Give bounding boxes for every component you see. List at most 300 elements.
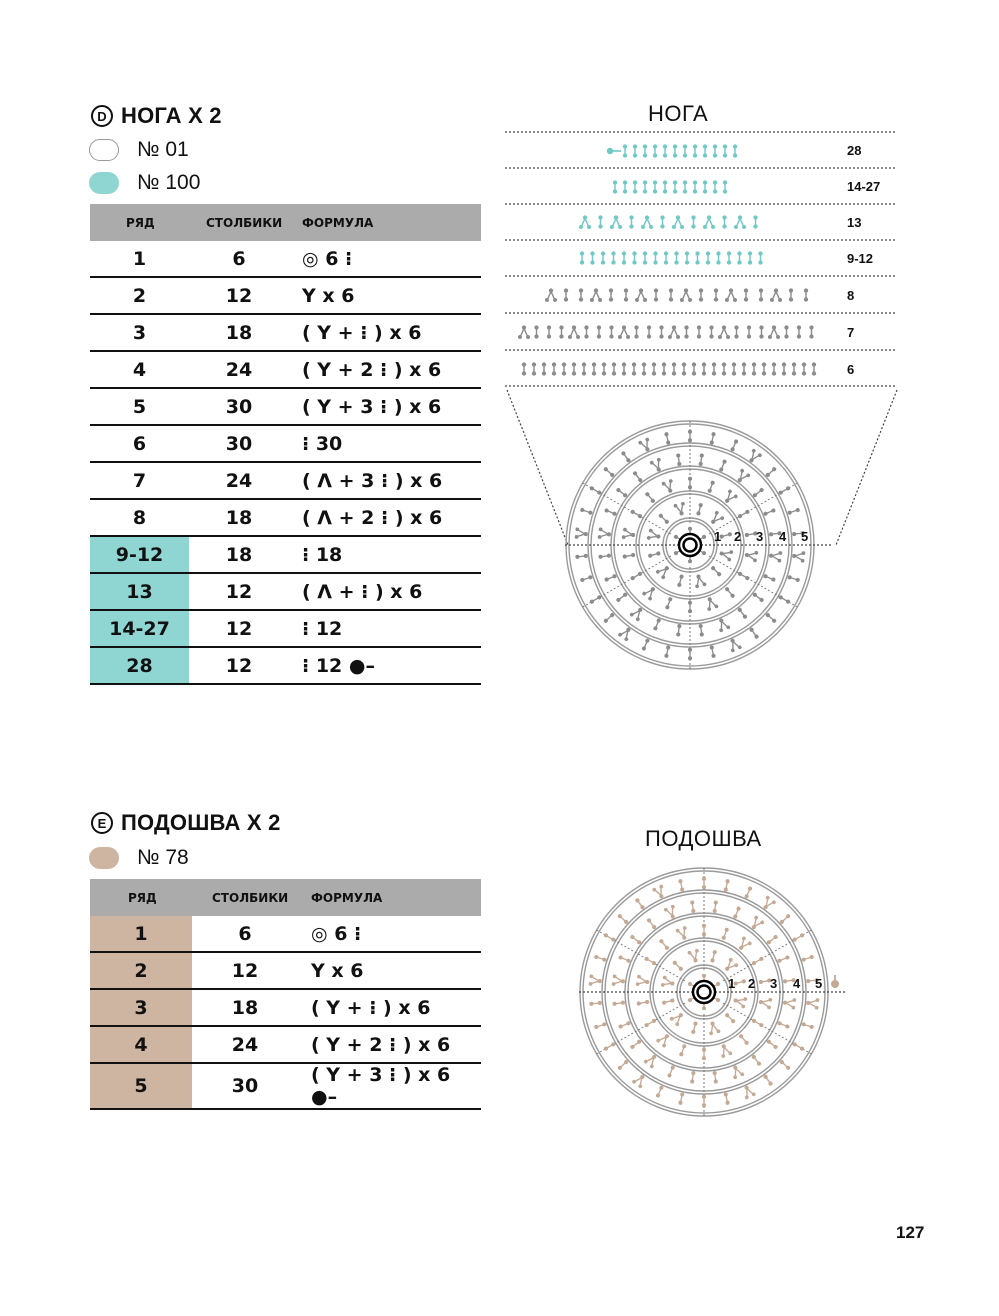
single-crochet-symbol — [590, 251, 594, 264]
cell-row: 2 — [90, 277, 189, 314]
single-crochet-symbol — [617, 1059, 629, 1070]
single-crochet-symbol — [616, 487, 628, 498]
single-crochet-symbol — [623, 144, 627, 157]
single-crochet-symbol — [611, 251, 615, 264]
single-crochet-symbol — [751, 1054, 762, 1066]
single-crochet-symbol — [592, 362, 596, 375]
single-crochet-symbol — [688, 601, 692, 614]
slip-stitch-symbol — [831, 980, 839, 988]
cell-row: 14-27 — [90, 610, 189, 647]
single-crochet-symbol — [734, 325, 738, 338]
increase-symbol — [669, 1010, 686, 1027]
cell-formula: ⁝ 18 — [289, 536, 481, 573]
leg-row-label: 28 — [847, 143, 862, 158]
single-crochet-symbol — [695, 251, 699, 264]
single-crochet-symbol — [752, 487, 764, 498]
single-crochet-symbol — [594, 1022, 607, 1030]
single-crochet-symbol — [663, 144, 667, 157]
single-crochet-symbol — [630, 571, 643, 581]
cell-stitches: 18 — [189, 536, 289, 573]
single-crochet-symbol — [679, 1044, 687, 1057]
increase-symbol — [744, 549, 759, 562]
single-crochet-symbol — [603, 1042, 616, 1052]
single-crochet-symbol — [643, 144, 647, 157]
single-crochet-symbol — [598, 553, 611, 559]
decrease-symbol — [641, 215, 653, 229]
cell-formula: ⁝ 12 — [289, 610, 481, 647]
cell-formula: Y x 6 — [289, 277, 481, 314]
single-crochet-symbol — [673, 180, 677, 193]
single-crochet-symbol — [683, 144, 687, 157]
single-crochet-symbol — [664, 432, 671, 445]
cell-formula: ( Y + 3 ⁝ ) x 6 — [289, 388, 481, 425]
cell-row: 9-12 — [90, 536, 189, 573]
cell-stitches: 24 — [192, 1026, 298, 1063]
single-crochet-symbol — [646, 918, 657, 930]
single-crochet-symbol — [659, 938, 670, 950]
section-d-letter-badge: D — [91, 105, 113, 127]
header-stitches: СТОЛБИКИ — [189, 204, 289, 241]
single-crochet-symbol — [589, 595, 602, 605]
single-crochet-symbol — [672, 960, 684, 972]
single-crochet-symbol — [612, 1000, 625, 1006]
single-crochet-symbol — [564, 288, 568, 301]
single-crochet-symbol — [792, 933, 805, 943]
cell-formula: ( Y + 3 ⁝ ) x 6 ●– — [298, 1063, 481, 1109]
single-crochet-symbol — [653, 618, 662, 631]
cell-stitches: 6 — [189, 241, 289, 277]
single-crochet-symbol — [789, 288, 793, 301]
cell-row: 1 — [90, 241, 189, 277]
single-crochet-symbol — [580, 507, 593, 515]
single-crochet-symbol — [580, 575, 593, 583]
single-crochet-symbol — [759, 288, 763, 301]
single-crochet-symbol — [710, 565, 722, 577]
single-crochet-symbol — [584, 325, 588, 338]
single-crochet-symbol — [723, 144, 727, 157]
single-crochet-symbol — [763, 508, 776, 517]
section-e-heading: ПОДОШВА Х 2 — [121, 810, 281, 835]
header-row: РЯД — [90, 204, 189, 241]
single-crochet-symbol — [662, 362, 666, 375]
cell-stitches: 12 — [189, 610, 289, 647]
cell-formula: Y x 6 — [298, 952, 481, 989]
cell-stitches: 24 — [189, 462, 289, 499]
single-crochet-symbol — [722, 215, 726, 228]
single-crochet-symbol — [665, 597, 673, 610]
increase-symbol — [748, 915, 765, 932]
single-crochet-symbol — [630, 509, 643, 519]
single-crochet-symbol — [522, 362, 526, 375]
single-crochet-symbol — [653, 144, 657, 157]
single-crochet-symbol — [613, 180, 617, 193]
header-formula: ФОРМУЛА — [298, 879, 481, 916]
cell-formula: ( Y + 2 ⁝ ) x 6 — [298, 1026, 481, 1063]
single-crochet-symbol — [787, 507, 800, 515]
increase-symbol — [722, 957, 739, 974]
single-crochet-symbol — [603, 612, 615, 623]
increase-symbol — [574, 527, 588, 540]
single-crochet-symbol — [622, 251, 626, 264]
leg-row-label: 9-12 — [847, 251, 874, 266]
single-crochet-symbol — [698, 624, 704, 637]
decrease-symbol — [734, 215, 746, 229]
header-stitches: СТОЛБИКИ — [192, 879, 298, 916]
single-crochet-symbol — [749, 627, 760, 640]
cell-formula: ⁝ 12 ●– — [289, 647, 481, 684]
increase-symbol — [760, 895, 777, 912]
single-crochet-symbol — [778, 595, 791, 605]
single-crochet-symbol — [654, 288, 658, 301]
single-crochet-symbol — [603, 466, 615, 477]
single-crochet-symbol — [532, 362, 536, 375]
cell-row: 8 — [90, 499, 189, 536]
decrease-symbol — [718, 325, 730, 339]
increase-symbol — [629, 605, 646, 622]
single-crochet-symbol — [723, 1092, 730, 1105]
round-number-label: 3 — [770, 976, 778, 991]
single-crochet-symbol — [702, 362, 706, 375]
single-crochet-symbol — [580, 251, 584, 264]
decrease-symbol — [725, 288, 737, 302]
decrease-symbol — [579, 215, 591, 229]
single-crochet-symbol — [690, 1071, 696, 1084]
single-crochet-symbol — [669, 288, 673, 301]
increase-symbol — [675, 926, 690, 942]
increase-symbol — [768, 550, 782, 563]
cell-row: 13 — [90, 573, 189, 610]
single-crochet-symbol — [778, 486, 791, 496]
increase-symbol — [732, 994, 747, 1008]
single-crochet-symbol — [644, 1018, 657, 1028]
cell-formula: ( Λ + 3 ⁝ ) x 6 — [289, 462, 481, 499]
single-crochet-symbol — [797, 325, 801, 338]
single-crochet-symbol — [693, 180, 697, 193]
single-crochet-symbol — [678, 879, 685, 892]
cell-stitches: 18 — [189, 499, 289, 536]
single-crochet-symbol — [688, 430, 692, 443]
single-crochet-symbol — [730, 439, 739, 452]
decrease-symbol — [610, 215, 622, 229]
round-number-label: 2 — [734, 529, 742, 544]
single-crochet-symbol — [733, 906, 742, 919]
single-crochet-symbol — [572, 362, 576, 375]
single-crochet-symbol — [562, 362, 566, 375]
leg-row-label: 6 — [847, 362, 855, 377]
single-crochet-symbol — [719, 459, 728, 472]
leg-row-strips — [505, 132, 897, 386]
round-number-label: 1 — [714, 529, 722, 544]
single-crochet-symbol — [534, 325, 538, 338]
single-crochet-symbol — [702, 924, 706, 937]
single-crochet-symbol — [660, 215, 664, 228]
single-crochet-symbol — [702, 1095, 706, 1108]
decrease-symbol — [590, 288, 602, 302]
single-crochet-symbol — [766, 1039, 778, 1050]
single-crochet-symbol — [724, 586, 735, 598]
single-crochet-symbol — [622, 553, 635, 559]
yarn-label: № 78 — [137, 846, 189, 869]
single-crochet-symbol — [759, 325, 763, 338]
single-crochet-symbol — [685, 251, 689, 264]
cell-stitches: 30 — [189, 425, 289, 462]
single-crochet-symbol — [691, 215, 695, 228]
single-crochet-symbol — [664, 645, 671, 658]
single-crochet-symbol — [747, 325, 751, 338]
single-crochet-symbol — [691, 1021, 698, 1034]
increase-symbol — [708, 510, 725, 527]
cell-formula: ◎ 6 ⁝ — [298, 916, 481, 952]
increase-symbol — [655, 563, 672, 580]
single-crochet-symbol — [664, 251, 668, 264]
single-crochet-symbol — [643, 180, 647, 193]
single-crochet-symbol — [688, 477, 692, 490]
round-number-label: 5 — [815, 976, 823, 991]
single-crochet-symbol — [632, 251, 636, 264]
single-crochet-symbol — [763, 574, 776, 583]
single-crochet-symbol — [579, 288, 583, 301]
leg-row-label: 13 — [847, 215, 862, 230]
single-crochet-symbol — [699, 288, 703, 301]
cell-row: 5 — [90, 1063, 192, 1109]
single-crochet-symbol — [673, 144, 677, 157]
single-crochet-symbol — [784, 325, 788, 338]
cell-row: 3 — [90, 989, 192, 1026]
single-crochet-symbol — [642, 362, 646, 375]
increase-symbol — [617, 625, 634, 642]
single-crochet-symbol — [653, 251, 657, 264]
single-crochet-symbol — [612, 362, 616, 375]
single-crochet-symbol — [609, 288, 613, 301]
page-number: 127 — [896, 1223, 925, 1242]
single-crochet-symbol — [801, 1022, 814, 1030]
single-crochet-symbol — [575, 554, 588, 559]
single-crochet-symbol — [647, 325, 651, 338]
single-crochet-symbol — [702, 1048, 706, 1061]
single-crochet-symbol — [659, 325, 663, 338]
single-crochet-symbol — [559, 325, 563, 338]
single-crochet-symbol — [696, 503, 703, 516]
single-crochet-symbol — [703, 144, 707, 157]
cell-formula: ( Y + 2 ⁝ ) x 6 — [289, 351, 481, 388]
increase-symbol — [782, 997, 796, 1010]
single-crochet-symbol — [737, 251, 741, 264]
increase-symbol — [704, 595, 719, 611]
round-number-label: 2 — [748, 976, 756, 991]
single-crochet-symbol — [712, 362, 716, 375]
decrease-symbol — [668, 325, 680, 339]
single-crochet-symbol — [617, 913, 629, 924]
single-crochet-symbol — [684, 325, 688, 338]
single-crochet-symbol — [766, 934, 778, 945]
sole-chart-title: ПОДОШВА — [645, 826, 762, 851]
single-crochet-symbol — [713, 144, 717, 157]
single-crochet-symbol — [618, 955, 631, 964]
single-crochet-symbol — [801, 954, 814, 962]
single-crochet-symbol — [723, 180, 727, 193]
header-row: РЯД — [90, 879, 192, 916]
decrease-symbol — [568, 325, 580, 339]
cell-formula: ( Λ + ⁝ ) x 6 — [289, 573, 481, 610]
single-crochet-symbol — [777, 955, 790, 964]
single-crochet-symbol — [634, 325, 638, 338]
cell-row: 28 — [90, 647, 189, 684]
cell-stitches: 12 — [189, 277, 289, 314]
single-crochet-symbol — [752, 362, 756, 375]
increase-symbol — [673, 501, 687, 516]
single-crochet-symbol — [802, 362, 806, 375]
cell-stitches: 12 — [189, 573, 289, 610]
cell-row: 4 — [90, 1026, 192, 1063]
single-crochet-symbol — [589, 486, 602, 496]
single-crochet-symbol — [744, 288, 748, 301]
single-crochet-symbol — [744, 886, 753, 899]
single-crochet-symbol — [683, 180, 687, 193]
increase-symbol — [643, 1052, 660, 1069]
single-crochet-symbol — [643, 251, 647, 264]
header-formula: ФОРМУЛА — [289, 204, 481, 241]
round-number-label: 5 — [801, 529, 809, 544]
single-crochet-symbol — [713, 180, 717, 193]
single-crochet-symbol — [594, 954, 607, 962]
round-number-label: 3 — [756, 529, 764, 544]
round-number-label: 1 — [728, 976, 736, 991]
cell-formula: ( Λ + 2 ⁝ ) x 6 — [289, 499, 481, 536]
yarn-label: № 100 — [137, 171, 201, 194]
single-crochet-symbol — [702, 877, 706, 890]
decrease-symbol — [635, 288, 647, 302]
single-crochet-symbol — [738, 1033, 749, 1045]
cell-row: 7 — [90, 462, 189, 499]
single-crochet-symbol — [714, 288, 718, 301]
increase-symbol — [646, 528, 661, 542]
single-crochet-symbol — [792, 1042, 805, 1052]
single-crochet-symbol — [751, 956, 764, 966]
single-crochet-symbol — [804, 288, 808, 301]
increase-symbol — [598, 527, 612, 540]
single-crochet-symbol — [762, 362, 766, 375]
decrease-symbol — [672, 215, 684, 229]
increase-symbol — [746, 448, 763, 465]
single-crochet-symbol — [635, 898, 646, 911]
cell-row: 1 — [90, 916, 192, 952]
single-crochet-symbol — [547, 325, 551, 338]
cell-stitches: 12 — [192, 952, 298, 989]
round-number-label: 4 — [793, 976, 801, 991]
single-crochet-symbol — [672, 362, 676, 375]
single-crochet-symbol — [542, 362, 546, 375]
yarn-label: № 01 — [137, 138, 189, 161]
single-crochet-symbol — [709, 325, 713, 338]
decrease-symbol — [768, 325, 780, 339]
leg-row-label: 14-27 — [847, 179, 881, 194]
single-crochet-symbol — [777, 1021, 790, 1030]
single-crochet-symbol — [655, 1085, 664, 1098]
single-crochet-symbol — [709, 432, 716, 445]
single-crochet-symbol — [703, 180, 707, 193]
single-crochet-symbol — [645, 491, 656, 503]
single-crochet-symbol — [693, 144, 697, 157]
single-crochet-symbol — [751, 1018, 764, 1028]
single-crochet-symbol — [752, 592, 764, 603]
single-crochet-symbol — [765, 612, 777, 623]
increase-symbol — [660, 975, 675, 989]
single-crochet-symbol — [623, 180, 627, 193]
single-crochet-symbol — [723, 879, 730, 892]
increase-symbol — [661, 479, 676, 495]
cell-row: 6 — [90, 425, 189, 462]
single-crochet-symbol — [616, 592, 628, 603]
single-crochet-symbol — [758, 251, 762, 264]
increase-symbol — [622, 527, 637, 540]
single-crochet-symbol — [727, 251, 731, 264]
increase-symbol — [636, 974, 651, 987]
single-crochet-symbol — [598, 215, 602, 228]
decrease-symbol — [545, 288, 557, 302]
single-crochet-symbol — [763, 1074, 774, 1087]
single-crochet-symbol — [677, 574, 684, 587]
cell-stitches: 12 — [189, 647, 289, 684]
increase-symbol — [631, 1072, 648, 1089]
single-crochet-symbol — [709, 645, 716, 658]
decrease-symbol — [618, 325, 630, 339]
single-crochet-symbol — [582, 362, 586, 375]
single-crochet-symbol — [737, 607, 748, 619]
increase-symbol — [718, 547, 733, 561]
cell-row: 4 — [90, 351, 189, 388]
single-crochet-symbol — [748, 251, 752, 264]
single-crochet-symbol — [630, 1039, 642, 1050]
increase-symbol — [718, 1042, 733, 1058]
single-crochet-symbol — [662, 998, 675, 1005]
single-crochet-symbol — [716, 251, 720, 264]
single-crochet-symbol — [618, 1021, 631, 1030]
single-crochet-symbol — [674, 251, 678, 264]
decrease-symbol — [703, 215, 715, 229]
single-crochet-symbol — [792, 362, 796, 375]
increase-symbol — [706, 1020, 720, 1035]
single-crochet-symbol — [688, 648, 692, 661]
increase-symbol — [792, 550, 806, 563]
single-crochet-symbol — [630, 934, 642, 945]
single-crochet-symbol — [772, 362, 776, 375]
single-crochet-symbol — [698, 453, 704, 466]
cell-stitches: 18 — [189, 314, 289, 351]
decrease-symbol — [518, 325, 530, 339]
single-crochet-symbol — [622, 362, 626, 375]
sole-round-diagram — [579, 867, 847, 1117]
single-crochet-symbol — [753, 215, 757, 228]
single-crochet-symbol — [812, 362, 816, 375]
single-crochet-symbol — [601, 251, 605, 264]
single-crochet-symbol — [724, 1012, 736, 1024]
cell-stitches: 24 — [189, 351, 289, 388]
single-crochet-symbol — [644, 956, 657, 966]
single-crochet-symbol — [765, 466, 777, 477]
single-crochet-symbol — [597, 325, 601, 338]
single-crochet-symbol — [629, 215, 633, 228]
cell-formula: ( Y + ⁝ ) x 6 — [289, 314, 481, 351]
single-crochet-symbol — [603, 933, 616, 943]
funnel-line-left — [507, 390, 568, 545]
single-crochet-symbol — [602, 362, 606, 375]
single-crochet-symbol — [697, 325, 701, 338]
single-crochet-symbol — [732, 362, 736, 375]
cell-formula: ⁝ 30 — [289, 425, 481, 462]
single-crochet-symbol — [742, 362, 746, 375]
cell-row: 2 — [90, 952, 192, 989]
cell-formula: ◎ 6 ⁝ — [289, 241, 481, 277]
